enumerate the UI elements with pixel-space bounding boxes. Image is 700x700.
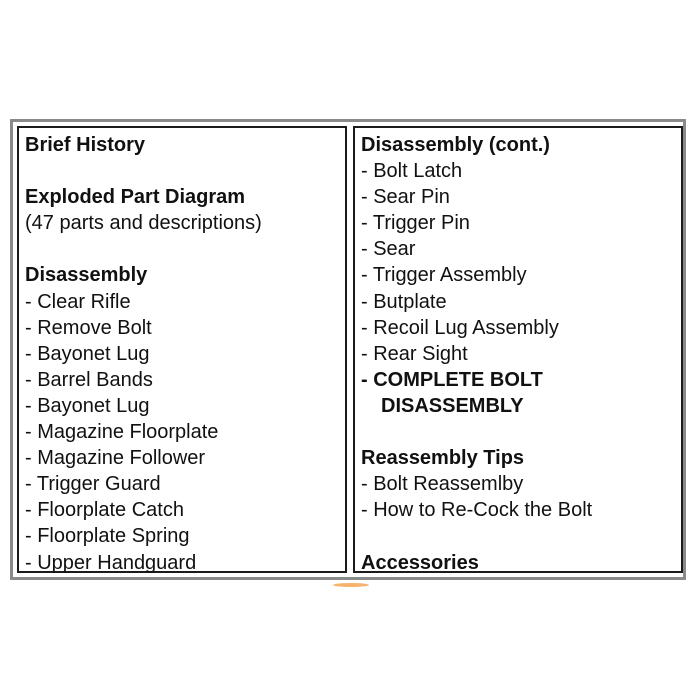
toc-item-trigger-pin[interactable]: - Trigger Pin — [361, 210, 681, 236]
spacer — [25, 236, 345, 262]
spacer — [361, 419, 681, 445]
toc-item-rear-sight[interactable]: - Rear Sight — [361, 341, 681, 367]
toc-item-clear-rifle[interactable]: - Clear Rifle — [25, 289, 345, 315]
toc-right-column — [353, 126, 683, 573]
toc-item-bolt-reassembly[interactable]: - Bolt Reassemlby — [361, 471, 681, 497]
accessories-heading[interactable]: Accessories — [361, 551, 479, 574]
toc-item-barrel-bands[interactable]: - Barrel Bands — [25, 367, 345, 393]
toc-item-complete-bolt-disassembly[interactable]: - COMPLETE BOLT — [361, 367, 681, 393]
toc-item-floorplate-spring[interactable]: - Floorplate Spring — [25, 523, 345, 549]
spacer — [361, 523, 681, 549]
table-of-contents-frame — [10, 119, 686, 580]
exploded-part-diagram-heading[interactable]: Exploded Part Diagram — [25, 186, 246, 209]
toc-item-sear-pin[interactable]: - Sear Pin — [361, 184, 681, 210]
decorative-accent — [333, 583, 369, 587]
toc-item-trigger-assembly[interactable]: - Trigger Assembly — [361, 262, 681, 288]
toc-item-remove-bolt[interactable]: - Remove Bolt — [25, 315, 345, 341]
disassembly-heading[interactable]: Disassembly — [25, 264, 148, 287]
toc-item-floorplate-catch[interactable]: - Floorplate Catch — [25, 497, 345, 523]
disassembly-cont-heading[interactable]: Disassembly (cont.) — [361, 134, 550, 156]
toc-item-bolt-latch[interactable]: - Bolt Latch — [361, 158, 681, 184]
toc-item-sear[interactable]: - Sear — [361, 236, 681, 262]
toc-item-magazine-floorplate[interactable]: - Magazine Floorplate — [25, 419, 345, 445]
toc-item-bayonet-lug-2[interactable]: - Bayonet Lug — [25, 393, 345, 419]
brief-history-heading[interactable]: Brief History — [25, 134, 146, 156]
spacer — [25, 158, 345, 184]
reassembly-tips-heading[interactable]: Reassembly Tips — [361, 447, 525, 470]
toc-left-column — [17, 126, 347, 573]
toc-item-upper-handguard[interactable]: - Upper Handguard — [25, 550, 345, 576]
toc-item-complete-bolt-disassembly-line2[interactable]: DISASSEMBLY — [381, 394, 524, 417]
toc-item-magazine-follower[interactable]: - Magazine Follower — [25, 445, 345, 471]
exploded-part-diagram-subtitle: (47 parts and descriptions) — [25, 212, 262, 235]
toc-item-bayonet-lug[interactable]: - Bayonet Lug — [25, 341, 345, 367]
toc-item-butplate[interactable]: - Butplate — [361, 289, 681, 315]
toc-item-trigger-guard[interactable]: - Trigger Guard — [25, 471, 345, 497]
toc-item-recoil-lug-assembly[interactable]: - Recoil Lug Assembly — [361, 315, 681, 341]
toc-item-recock-bolt[interactable]: - How to Re-Cock the Bolt — [361, 497, 681, 523]
